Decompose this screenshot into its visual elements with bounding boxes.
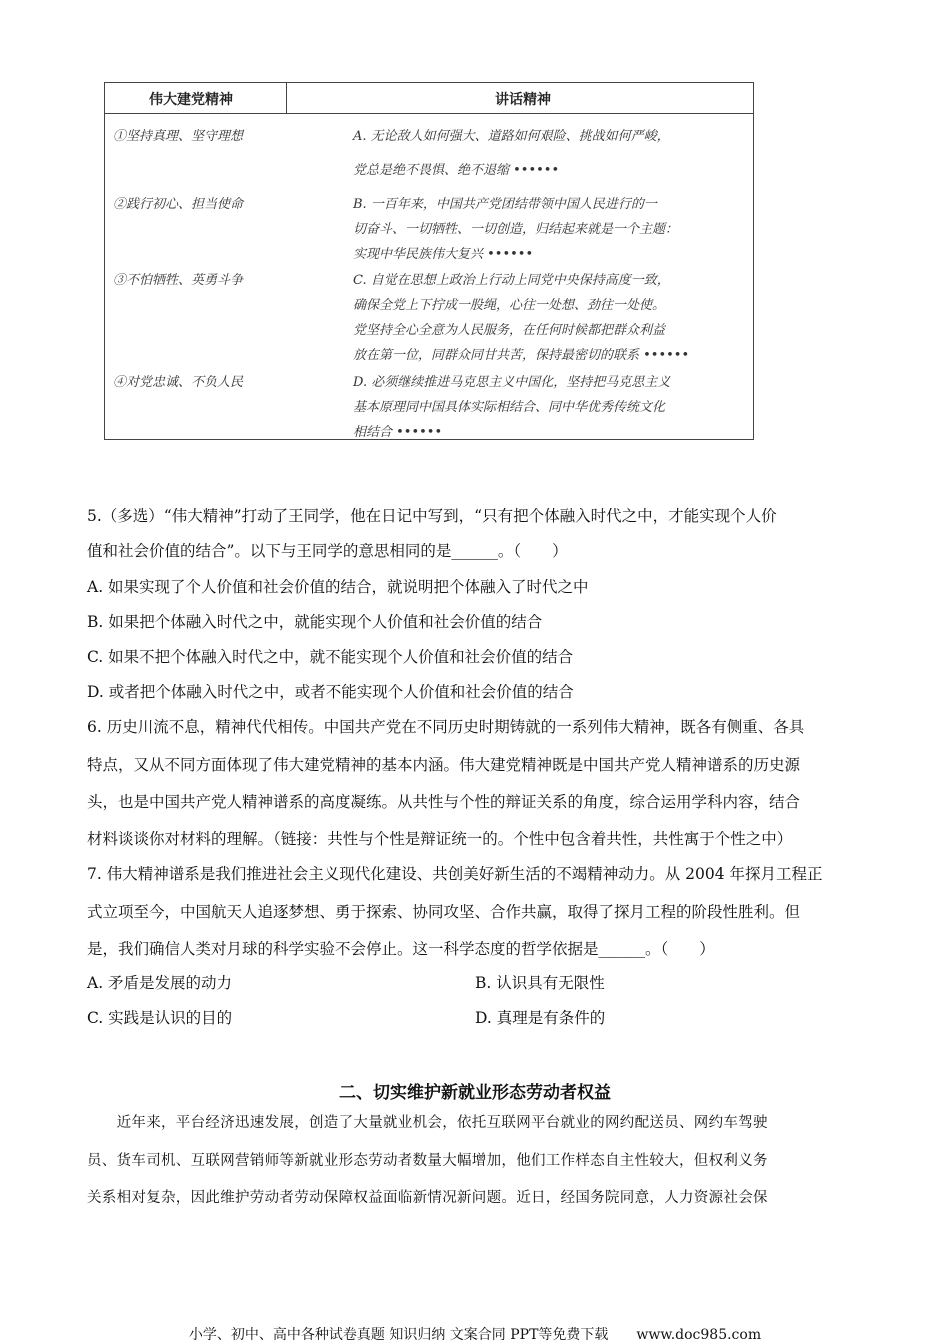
q5-option: B. 如果把个体融入时代之中，就能实现个人价值和社会价值的结合	[87, 613, 543, 631]
q5-stem-line: 5.（多选）“伟大精神”打动了王同学，他在日记中写到，“只有把个体融入时代之中，才能实现个人价	[87, 507, 777, 525]
table-right-line: 实现中华民族伟大复兴 ••••••	[353, 247, 534, 262]
q5-stem-line: 值和社会价值的结合”。以下与王同学的意思相同的是______。（ ）	[87, 542, 568, 560]
table-right-line: 党坚持全心全意为人民服务，在任何时候都把群众利益	[353, 323, 666, 338]
section-paragraph-line: 关系相对复杂，因此维护劳动者劳动保障权益面临新情况新问题。近日，经国务院同意，人力资源社会保	[87, 1190, 768, 1206]
q7-line: 式立项至今，中国航天人追逐梦想、勇于探索、协同攻坚、合作共赢，取得了探月工程的阶段性胜利。但	[87, 903, 801, 921]
q5-option: A. 如果实现了个人价值和社会价值的结合，就说明把个体融入了时代之中	[87, 578, 589, 596]
table-header-divider	[286, 83, 287, 113]
table-right-line: C. 自觉在思想上政治上行动上同党中央保持高度一致，	[353, 273, 670, 288]
table-right-line: 基本原理同中国具体实际相结合、同中华优秀传统文化	[353, 400, 666, 415]
q6-line: 头，也是中国共产党人精神谱系的高度凝练。从共性与个性的辩证关系的角度，综合运用学科内容，结合	[87, 793, 801, 811]
q7-option-b: B. 认识具有无限性	[475, 974, 605, 992]
table-right-line: 党总是绝不畏惧、绝不退缩 ••••••	[353, 163, 560, 178]
table-header-left: 伟大建党精神	[149, 92, 233, 108]
section-paragraph-line: 员、货车司机、互联网营销师等新就业形态劳动者数量大幅增加，他们工作样态自主性较大，但权利义务	[87, 1153, 768, 1169]
table-right-line: A. 无论敌人如何强大、道路如何艰险、挑战如何严峻，	[353, 129, 670, 144]
q6-line: 材料谈谈你对材料的理解。（链接：共性与个性是辩证统一的。个性中包含着共性，共性寓于个性之中）	[87, 830, 793, 848]
table-left-item: ①坚持真理、坚守理想	[113, 129, 244, 144]
q6-line: 6. 历史川流不息，精神代代相传。中国共产党在不同历史时期铸就的一系列伟大精神，既各有侧重、各具	[87, 718, 805, 736]
q7-option-c: C. 实践是认识的目的	[87, 1009, 233, 1027]
page-footer: 小学、初中、高中各种试卷真题 知识归纳 文案合同 PPT等免费下载 www.doc985.com	[188, 1327, 762, 1343]
table-left-item: ②践行初心、担当使命	[113, 197, 244, 212]
table-right-line: 确保全党上下拧成一股绳，心往一处想、劲往一处使。	[353, 298, 666, 313]
table-left-item: ③不怕牺牲、英勇斗争	[113, 273, 244, 288]
table-left-item: ④对党忠诚、不负人民	[113, 375, 244, 390]
section-title: 二、切实维护新就业形态劳动者权益	[339, 1083, 611, 1103]
spirit-table-image	[104, 82, 754, 440]
table-right-line: D. 必须继续推进马克思主义中国化，坚持把马克思主义	[353, 375, 671, 390]
q6-line: 特点，又从不同方面体现了伟大建党精神的基本内涵。伟大建党精神既是中国共产党人精神谱系的历史源	[87, 756, 801, 774]
q7-line: 是，我们确信人类对月球的科学实验不会停止。这一科学态度的哲学依据是______。（ ）	[87, 940, 715, 958]
table-right-line: 相结合 ••••••	[353, 425, 443, 440]
table-right-line: 切奋斗、一切牺牲、一切创造，归结起来就是一个主题：	[353, 222, 679, 237]
table-header-right: 讲话精神	[495, 92, 551, 108]
q5-option: D. 或者把个体融入时代之中，或者不能实现个人价值和社会价值的结合	[87, 683, 574, 701]
section-paragraph-line: 近年来，平台经济迅速发展，创造了大量就业机会，依托互联网平台就业的网约配送员、网约车驾驶	[87, 1115, 768, 1131]
q7-option-d: D. 真理是有条件的	[475, 1009, 606, 1027]
q7-option-a: A. 矛盾是发展的动力	[87, 974, 233, 992]
table-right-line: B. 一百年来，中国共产党团结带领中国人民进行的一	[353, 197, 657, 212]
q5-option: C. 如果不把个体融入时代之中，就不能实现个人价值和社会价值的结合	[87, 648, 574, 666]
q7-line: 7. 伟大精神谱系是我们推进社会主义现代化建设、共创美好新生活的不竭精神动力。从 2004 年探月工程正	[87, 865, 823, 883]
table-right-line: 放在第一位，同群众同甘共苦，保持最密切的联系 ••••••	[353, 348, 690, 363]
